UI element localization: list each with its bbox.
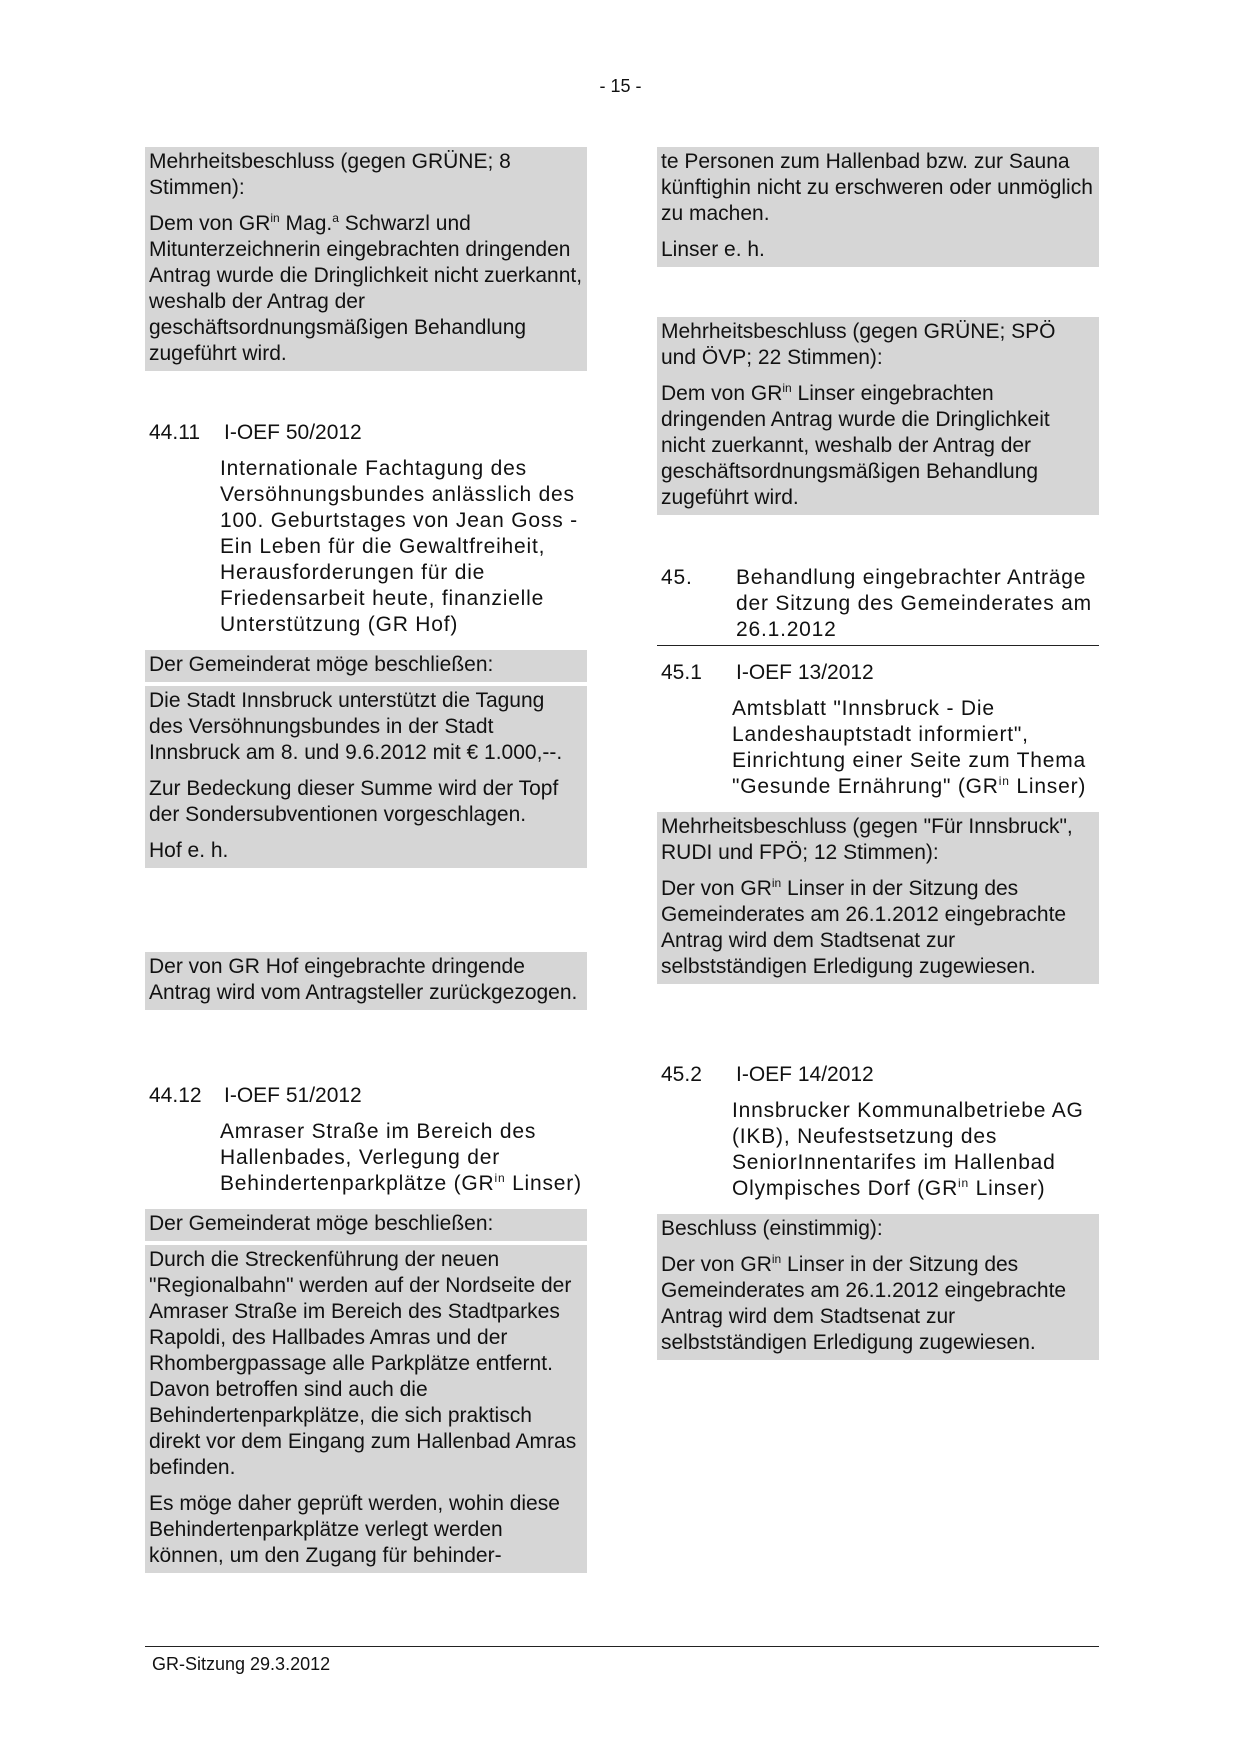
decision-box: [145, 147, 587, 371]
decision-box: [657, 1214, 1099, 1360]
motion-text: Durch die Streckenführung der neuen "Regionalbahn" werden auf der Nordseite der Amraser Straße im Bereich des Stadtparkes Rapoldi, des Hallbades Amras und der Rhombergpassage alle Parkplätze entfernt. Davon betroffen sind auch die Behindertenparkplätze, die sich praktisch direkt vor dem Eingang zum Hallenbad Amras befinden.: [149, 1248, 577, 1479]
decision-text: Dem von $GR^{in}$ Linser eingebrachten dringenden Antrag wurde die Dringlichkeit nicht zuerkannt, weshalb der Antrag der geschäftsordnungsmäßigen Behandlung zugeführt wird.: [661, 381, 1050, 509]
section-title-text: Behandlung eingebrachter Anträge der Sitzung des Gemeinderates am 26.1.2012: [736, 566, 1092, 641]
motion-text: Zur Bedeckung dieser Summe wird der Topf der Sondersubventionen vorgeschlagen.: [149, 777, 559, 826]
item-45-2: [657, 1062, 1099, 1360]
decision-text: Dem von $GR^{in}$ Mag.$^a$ Schwarzl und Mitunterzeichnerin eingebrachten dringenden Antrag wurde die Dringlichkeit nicht zuerkannt, weshalb der Antrag der geschäftsordnungsmäßigen Behandlung zugeführt wird.: [149, 211, 583, 365]
item-description: Internationale Fachtagung des Versöhnungsbundes anlässlich des 100. Geburtstages von Jean Goss - Ein Leben für die Gewaltfreiheit, Herausforderungen für die Friedensarbeit heute, finanzielle Unterstützung (GR Hof): [220, 457, 578, 636]
motion-text: Die Stadt Innsbruck unterstützt die Tagung des Versöhnungsbundes in der Stadt Innsbruck am 8. und 9.6.2012 mit € 1.000,--.: [149, 689, 563, 764]
decision-heading: Mehrheitsbeschluss (gegen GRÜNE; 8 Stimmen):: [149, 150, 511, 199]
item-header: [657, 1062, 1099, 1088]
withdrawal-box: [145, 952, 587, 1010]
item-description: Amtsblatt "Innsbruck - Die Landeshauptstadt informiert", Einrichtung einer Seite zum Thema "Gesunde Ernährung" ($GR^{in}$ Linser): [732, 697, 1087, 798]
item-44-11: [145, 420, 587, 868]
item-description: Amraser Straße im Bereich des Hallenbades, Verlegung der Behindertenparkplätze ($GR^{in}$ Linser): [220, 1120, 582, 1195]
motion-text-box: [145, 1245, 587, 1573]
decision-heading: Mehrheitsbeschluss (gegen GRÜNE; SPÖ und ÖVP; 22 Stimmen):: [661, 320, 1056, 369]
decision-heading: Mehrheitsbeschluss (gegen "Für Innsbruck", RUDI und FPÖ; 12 Stimmen):: [661, 815, 1073, 864]
decision-text: Der von $GR^{in}$ Linser in der Sitzung des Gemeinderates am 26.1.2012 eingebrachte Antrag wird dem Stadtsenat zur selbstständigen Erledigung zugewiesen.: [661, 1252, 1067, 1354]
decision-text: Der von $GR^{in}$ Linser in der Sitzung des Gemeinderates am 26.1.2012 eingebrachte Antrag wird dem Stadtsenat zur selbstständigen Erledigung zugewiesen.: [661, 876, 1067, 978]
item-header: [657, 660, 1099, 686]
motion-label-box: [145, 1209, 587, 1241]
motion-signature: Hof e. h.: [149, 839, 229, 862]
continued-motion-box-wrap: [657, 147, 1099, 267]
decision-box: [657, 317, 1099, 515]
item-description: Innsbrucker Kommunalbetriebe AG (IKB), Neufestsetzung des SeniorInnentarifes im Hallenbad Olympisches Dorf ($GR^{in}$ Linser): [732, 1099, 1084, 1200]
item-header: [145, 1083, 587, 1109]
section-45: [657, 565, 1099, 646]
decision-box-wrap: [657, 317, 1099, 515]
withdrawal-box-wrap: [145, 952, 587, 1010]
decision-heading: Beschluss (einstimmig):: [661, 1217, 883, 1240]
page-number: - 15 -: [599, 76, 642, 96]
item-number: 45.1: [661, 661, 702, 684]
footer-session-date: GR-Sitzung 29.3.2012: [152, 1654, 331, 1674]
motion-text: Es möge daher geprüft werden, wohin diese Behindertenparkplätze verlegt werden können, um den Zugang für behinder-: [149, 1492, 560, 1567]
section-number: 45.: [661, 566, 693, 589]
footer-divider: [145, 1646, 1099, 1647]
decision-box: [657, 812, 1099, 984]
item-45-1: [657, 660, 1099, 984]
withdrawal-text: Der von GR Hof eingebrachte dringende Antrag wird vom Antragsteller zurückgezogen.: [149, 955, 578, 1004]
item-code: I-OEF 50/2012: [224, 421, 362, 444]
left-column: [145, 147, 587, 371]
motion-label: Der Gemeinderat möge beschließen:: [149, 653, 494, 676]
item-header: [145, 420, 587, 446]
item-code: I-OEF 14/2012: [736, 1063, 874, 1086]
motion-text-box: [145, 686, 587, 868]
item-number: 44.11: [149, 421, 200, 444]
motion-label: Der Gemeinderat möge beschließen:: [149, 1212, 494, 1235]
motion-signature: Linser e. h.: [661, 238, 765, 261]
continued-motion-box: [657, 147, 1099, 267]
item-number: 45.2: [661, 1063, 702, 1086]
motion-label-box: [145, 650, 587, 682]
item-code: I-OEF 13/2012: [736, 661, 874, 684]
section-title: [657, 565, 1099, 646]
item-44-12: [145, 1083, 587, 1573]
motion-text: te Personen zum Hallenbad bzw. zur Sauna künftighin nicht zu erschweren oder unmöglich zu machen.: [661, 150, 1093, 225]
item-number: 44.12: [149, 1084, 202, 1107]
item-code: I-OEF 51/2012: [224, 1084, 362, 1107]
